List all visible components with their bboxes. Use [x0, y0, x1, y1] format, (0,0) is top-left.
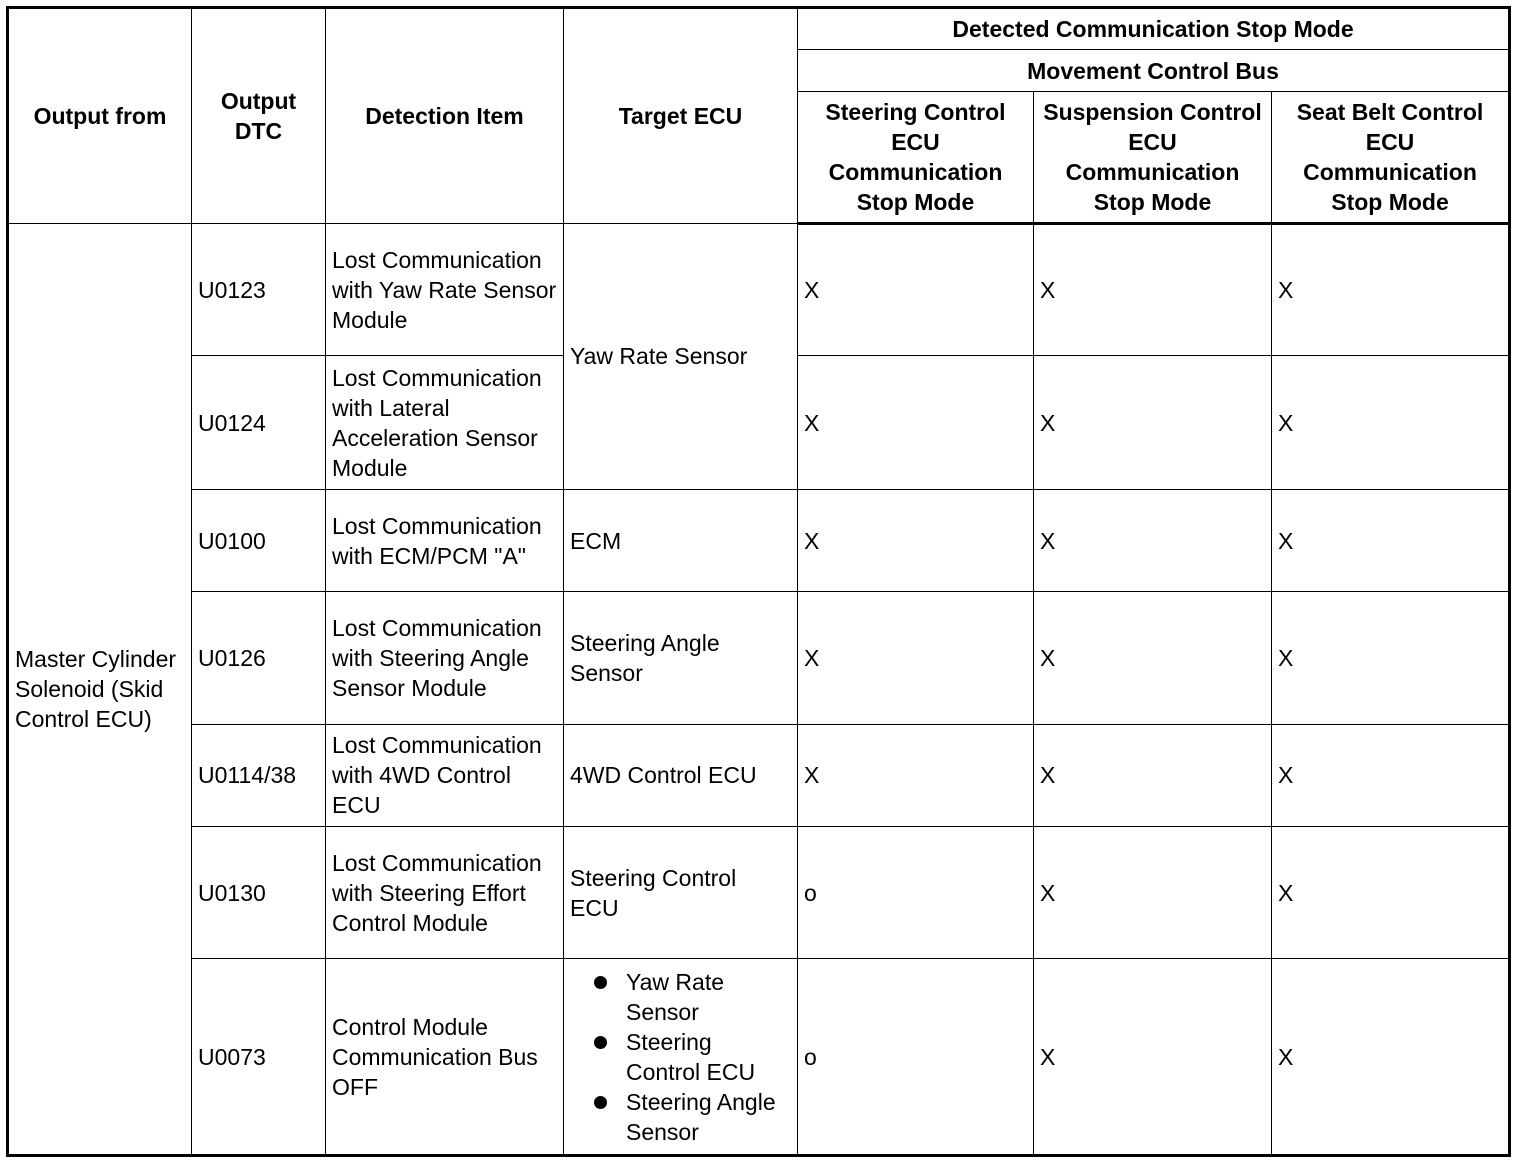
output-from-cell: Master Cylinder Solenoid (Skid Control ECU)	[8, 224, 192, 1156]
target-ecu-cell: Yaw Rate Sensor	[564, 224, 798, 490]
header-output-dtc: Output DTC	[192, 8, 326, 224]
steering-mode-cell: X	[798, 724, 1034, 826]
suspension-mode-cell: X	[1034, 592, 1272, 724]
table-row	[8, 724, 1510, 826]
table-row	[8, 224, 1510, 356]
header-detected-mode: Detected Communication Stop Mode	[798, 8, 1510, 50]
seatbelt-mode-cell: X	[1272, 489, 1510, 591]
bullet-dot-icon	[594, 976, 607, 989]
target-ecu-cell	[564, 959, 798, 1156]
suspension-mode-cell: X	[1034, 826, 1272, 958]
target-ecu-cell: Steering Angle Sensor	[564, 592, 798, 724]
target-ecu-list	[570, 967, 791, 1147]
bullet-dot-icon	[594, 1036, 607, 1049]
list-item-label: Steering Control ECU	[626, 1028, 756, 1085]
seatbelt-mode-cell: X	[1272, 724, 1510, 826]
dtc-cell: U0114/38	[192, 724, 326, 826]
header-suspension-column: Suspension Control ECU Communication Stop Mode	[1034, 92, 1272, 224]
dtc-cell: U0123	[192, 224, 326, 356]
list-item	[590, 1027, 791, 1087]
list-item	[590, 1087, 791, 1147]
list-item-label: Steering Angle Sensor	[626, 1088, 776, 1145]
target-ecu-cell: ECM	[564, 489, 798, 591]
steering-mode-cell: X	[798, 592, 1034, 724]
detection-item-cell: Lost Communication with Lateral Acceleration Sensor Module	[326, 356, 564, 489]
suspension-mode-cell: X	[1034, 724, 1272, 826]
dtc-cell: U0130	[192, 826, 326, 958]
steering-mode-cell: X	[798, 489, 1034, 591]
header-detection-item: Detection Item	[326, 8, 564, 224]
header-bus: Movement Control Bus	[798, 50, 1510, 92]
dtc-cell: U0126	[192, 592, 326, 724]
table-row	[8, 959, 1510, 1156]
header-steering-column: Steering Control ECU Communication Stop Mode	[798, 92, 1034, 224]
dtc-table	[6, 6, 1511, 1157]
list-item-label: Yaw Rate Sensor	[626, 968, 725, 1025]
suspension-mode-cell: X	[1034, 959, 1272, 1156]
target-ecu-cell: Steering Control ECU	[564, 826, 798, 958]
header-target-ecu: Target ECU	[564, 8, 798, 224]
seatbelt-mode-cell: X	[1272, 224, 1510, 356]
suspension-mode-cell: X	[1034, 489, 1272, 591]
steering-mode-cell: o	[798, 826, 1034, 958]
target-ecu-cell: 4WD Control ECU	[564, 724, 798, 826]
detection-item-cell: Lost Communication with Yaw Rate Sensor Module	[326, 224, 564, 356]
table-row	[8, 592, 1510, 724]
steering-mode-cell: X	[798, 356, 1034, 489]
detection-item-cell: Lost Communication with Steering Effort Control Module	[326, 826, 564, 958]
suspension-mode-cell: X	[1034, 356, 1272, 489]
list-item	[590, 967, 791, 1027]
seatbelt-mode-cell: X	[1272, 356, 1510, 489]
detection-item-cell: Lost Communication with ECM/PCM "A"	[326, 489, 564, 591]
detection-item-cell: Control Module Communication Bus OFF	[326, 959, 564, 1156]
header-output-from: Output from	[8, 8, 192, 224]
seatbelt-mode-cell: X	[1272, 959, 1510, 1156]
dtc-cell: U0073	[192, 959, 326, 1156]
suspension-mode-cell: X	[1034, 224, 1272, 356]
seatbelt-mode-cell: X	[1272, 592, 1510, 724]
table-row	[8, 489, 1510, 591]
detection-item-cell: Lost Communication with Steering Angle Sensor Module	[326, 592, 564, 724]
bullet-dot-icon	[594, 1096, 607, 1109]
detection-item-cell: Lost Communication with 4WD Control ECU	[326, 724, 564, 826]
dtc-cell: U0100	[192, 489, 326, 591]
table-row	[8, 826, 1510, 958]
seatbelt-mode-cell: X	[1272, 826, 1510, 958]
steering-mode-cell: o	[798, 959, 1034, 1156]
header-seatbelt-column: Seat Belt Control ECU Communication Stop Mode	[1272, 92, 1510, 224]
dtc-cell: U0124	[192, 356, 326, 489]
steering-mode-cell: X	[798, 224, 1034, 356]
